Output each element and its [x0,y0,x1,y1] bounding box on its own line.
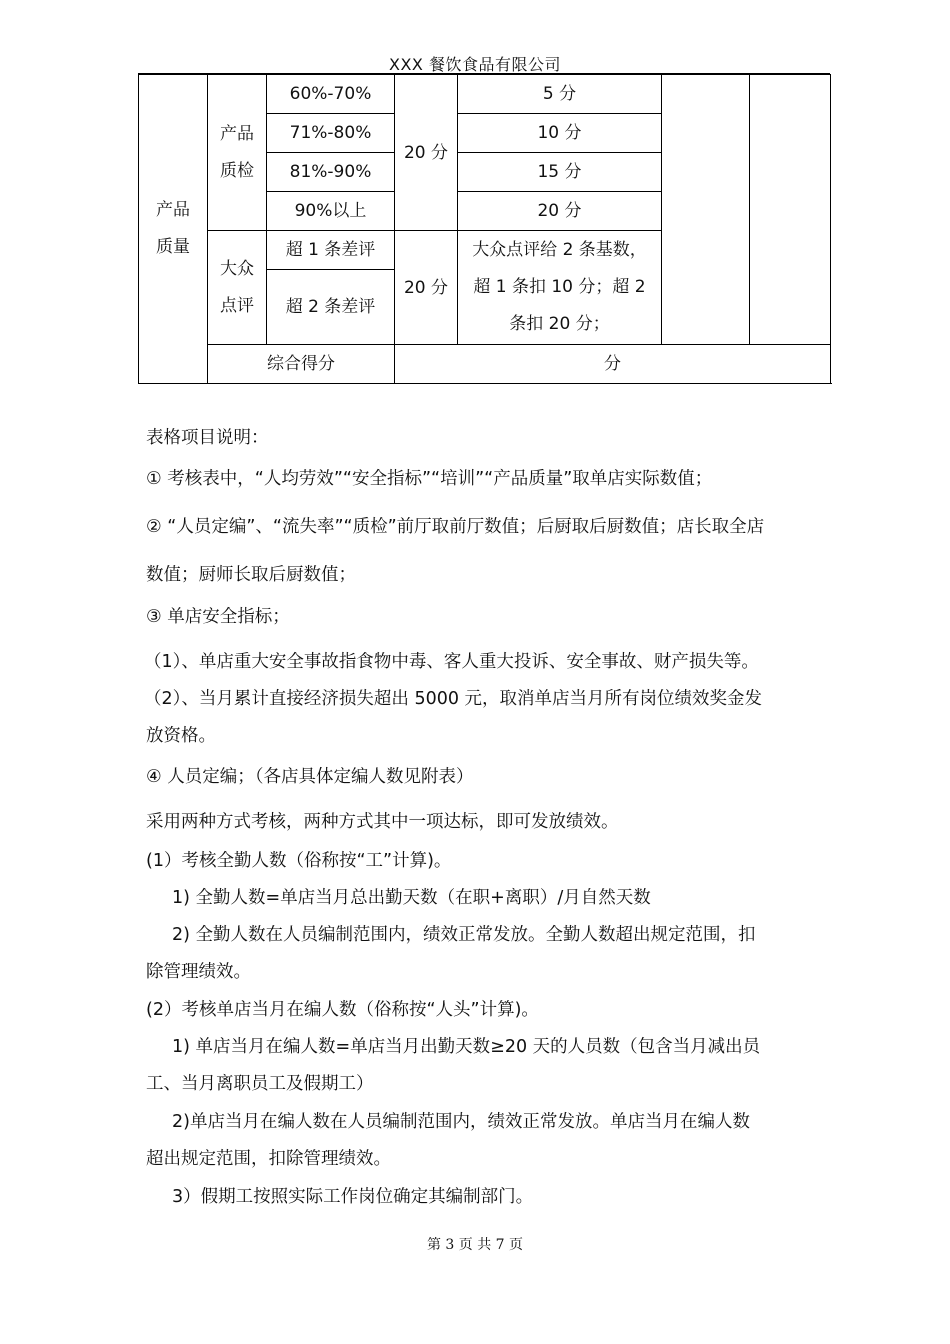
method-1-2-cont: 除管理绩效。 [146,962,251,982]
quality-range-2: 71%-80% [267,114,395,153]
method-2-3: 3）假期工按照实际工作岗位确定其编制部门。 [172,1187,534,1207]
assessment-table [138,74,831,384]
note-item-3-2: （2）、当月累计直接经济损失超出 5000 元，取消单店当月所有岗位绩效奖金发 [144,689,763,709]
section-label: 产品质量 [156,200,190,257]
method-1-2: 2) 全勤人数在人员编制范围内，绩效正常发放。全勤人数超出规定范围，扣 [172,925,756,945]
note-item-3-2-cont: 放资格。 [146,726,216,746]
method-intro: 采用两种方式考核，两种方式其中一项达标，即可发放绩效。 [146,812,619,832]
note-item-3: ③ 单店安全指标； [146,607,290,627]
section-label-cell [139,75,208,384]
quality-points-2: 10 分 [458,114,662,153]
reviews-score: 20 分 [395,231,458,345]
method-2-2: 2)单店当月在编人数在人员编制范围内，绩效正常发放。单店当月在编人数 [172,1112,750,1132]
notes-title: 表格项目说明： [146,428,269,448]
quality-check-label-cell [208,75,267,231]
quality-points-3: 15 分 [458,153,662,192]
method-1-1: 1) 全勤人数=单店当月总出勤天数（在职+离职）/月自然天数 [172,888,651,908]
quality-range-4: 90%以上 [267,192,395,231]
note-item-3-1: （1）、单店重大安全事故指食物中毒、客人重大投诉、安全事故、财产损失等。 [144,652,759,672]
quality-check-score: 20 分 [395,75,458,231]
quality-range-3: 81%-90% [267,153,395,192]
page-footer: 第 3 页 共 7 页 [426,1237,524,1253]
note-item-1: ① 考核表中，“人均劳效”“安全指标”“培训”“产品质量”取单店实际数值； [146,469,713,489]
page-header: XXX 餐饮食品有限公司 [389,55,561,74]
method-2-1-cont: 工、当月离职员工及假期工） [146,1074,374,1094]
reviews-note-cell [458,231,662,345]
quality-points-1: 5 分 [458,75,662,114]
reviews-row-2: 超 2 条差评 [267,270,395,345]
method-2: (2）考核单店当月在编人数（俗称按“人头”计算)。 [146,1000,539,1020]
method-2-2-cont: 超出规定范围，扣除管理绩效。 [146,1149,391,1169]
method-2-1: 1) 单店当月在编人数=单店当月出勤天数≥20 天的人员数（包含当月减出员 [172,1037,761,1057]
total-value: 分 [395,345,831,384]
note-item-2: ② “人员定编”、“流失率”“质检”前厅取前厅数值；后厨取后厨数值；店长取全店 [146,517,765,537]
quality-range-1: 60%-70% [267,75,395,114]
total-label: 综合得分 [208,345,395,384]
quality-check-label: 产品质检 [220,123,254,181]
method-1: (1）考核全勤人数（俗称按“工”计算)。 [146,851,452,871]
blank-cell-a [662,75,750,345]
note-item-4: ④ 人员定编；（各店具体定编人数见附表） [146,767,474,787]
reviews-label: 大众点评 [220,258,254,316]
note-item-2-cont: 数值；厨师长取后厨数值； [146,565,356,585]
blank-cell-b [750,75,831,345]
reviews-note: 大众点评给 2 条基数，超 1 条扣 10 分；超 2 条扣 20 分； [472,240,647,334]
reviews-label-cell [208,231,267,345]
quality-points-4: 20 分 [458,192,662,231]
reviews-row-1: 超 1 条差评 [267,231,395,270]
